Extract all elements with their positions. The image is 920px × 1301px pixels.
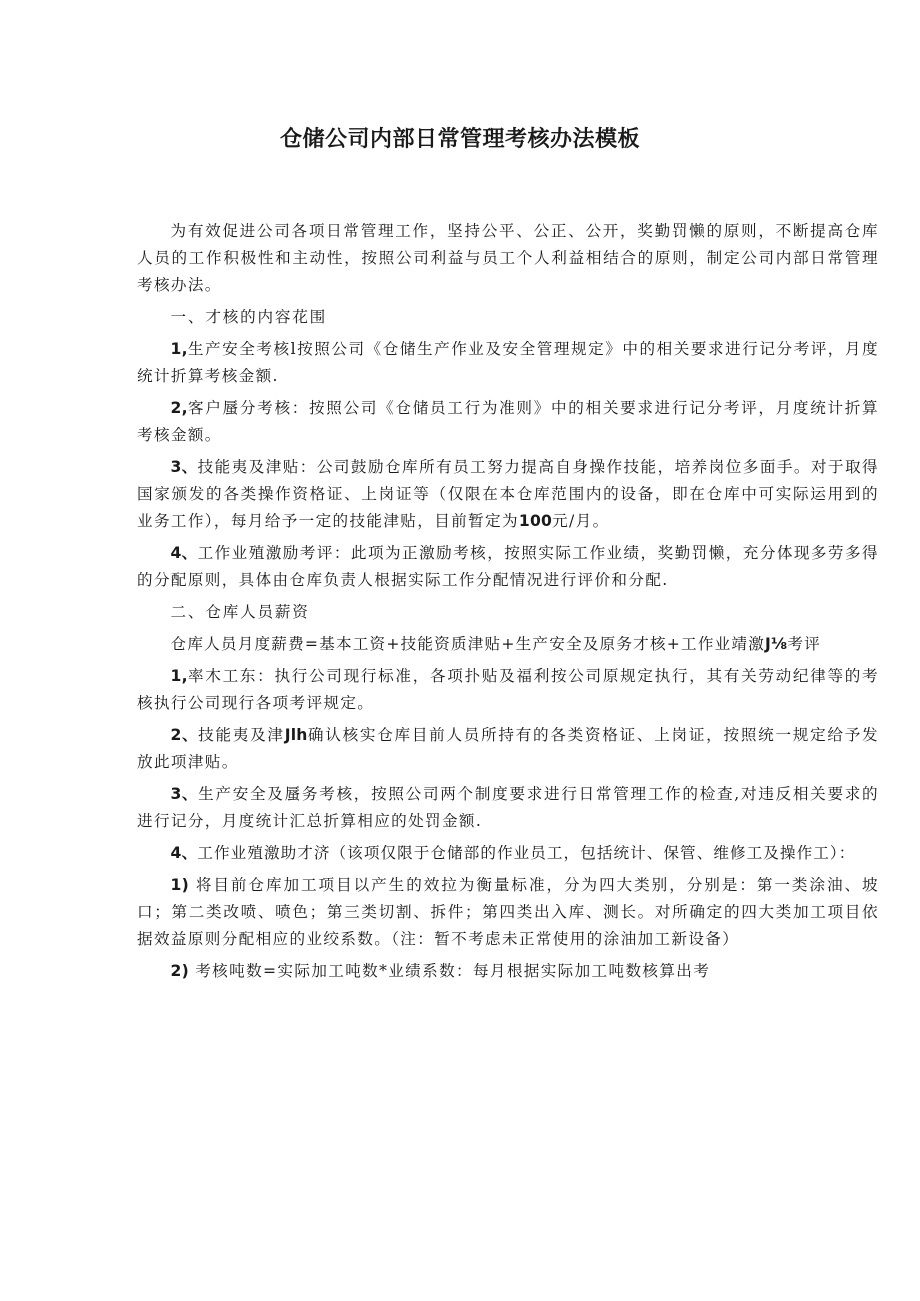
item-number: 4、 [170,544,198,562]
list-item [137,663,879,717]
item-text: 生产安全及蜃务考核，按照公司两个制度要求进行日常管理工作的检查,对违反相关要求的进行记分，月度统计汇总折算相应的处罚金额. [137,785,879,830]
item-text: 客户蜃分考核：按照公司《仓储员工行为准则》中的相关要求进行记分考评，月度统计折算考核金额。 [137,399,879,444]
document-title: 仓储公司内部日常管理考核办法模板 [279,127,640,152]
item-text: 生产安全考核l按照公司《仓储生产作业及安全管理规定》中的相关要求进行记分考评，月度统计折算考核金额. [137,340,879,385]
allowance-amount: 100 [518,512,553,530]
item-number: 1) [170,876,189,894]
list-item [137,336,879,390]
intro-paragraph: 为有效促进公司各项日常管理工作，坚持公平、公正、公开，奖勤罚懒的原则，不断提高仓库人员的工作积极性和主动性，按照公司利益与员工个人利益相结合的原则，制定公司内部日常管理考核办法。 [137,222,879,294]
item-text: 将目前仓库加工项目以产生的效拉为衡量标准，分为四大类别，分别是：第一类涂油、坡口；第二类改喷、喷色；第三类切割、拆件；第四类出入库、测长。对所确定的四大类加工项目依据效益原则分配相应的业绞系数。（注：暂不考虑未正常使用的涂油加工新设备） [137,876,879,948]
item-number: 2, [170,399,188,417]
list-item [137,540,879,594]
item-number: 3、 [170,785,199,803]
salary-formula [137,631,879,658]
document-body [137,218,879,990]
item-text: 考核吨数=实际加工吨数*业绩系数：每月根据实际加工吨数核算出考 [195,962,711,980]
item-text: 工作业殖激助才济（该项仅限于仓储部的作业员工，包括统计、保管、维修工及操作工）： [197,844,856,862]
sub-list-item [137,958,879,985]
formula-text: 仓库人员月度薪费=基本工资+技能资质津贴+生产安全及原务才核+工作业靖激 [170,635,765,653]
list-item [137,781,879,835]
list-item [137,454,879,535]
item-number: 2、 [170,726,199,744]
item-text: 工作业殖激励考评：此项为正激励考核，按照实际工作业绩，奖勤罚懒，充分体现多劳多得的分配原则，具体由仓库负责人根据实际工作分配情况进行评价和分配. [137,544,879,589]
list-item [137,840,879,867]
list-item [137,395,879,449]
item-number: 3、 [170,458,198,476]
item-text: 率木工东：执行公司现行标准，各项扑贴及福利按公司原规定执行，其有关劳动纪律等的考核执行公司现行各项考评规定。 [137,667,879,712]
sub-list-item [137,872,879,953]
section-heading: 一、才核的内容花围 [170,308,328,326]
item-number: 1, [170,667,188,685]
list-item [137,722,879,776]
item-text: 技能夷及津 [198,726,285,744]
section-heading: 二、仓库人员薪资 [170,603,310,621]
item-text: 确认核实仓库目前人员所持有的各类资格证、上岗证，按照统一规定给予发放此项津贴。 [137,726,879,771]
item-mark: Jlh [284,726,308,744]
formula-mark: J⅛ [765,635,788,653]
item-text: 技能夷及津贴：公司鼓励仓库所有员工努力提高自身操作技能，培养岗位多面手。对于取得国家颁发的各类操作资格证、上岗证等（仅限在本仓库范围内的设备，即在仓库中可实际运用到的业务工作），每月给予一定的技能津贴，目前暂定为 [137,458,879,530]
formula-text: 考评 [787,635,821,653]
item-number: 1, [170,340,188,358]
item-number: 4、 [170,844,198,862]
item-text: 元/月。 [552,512,610,530]
item-number: 2) [170,962,189,980]
